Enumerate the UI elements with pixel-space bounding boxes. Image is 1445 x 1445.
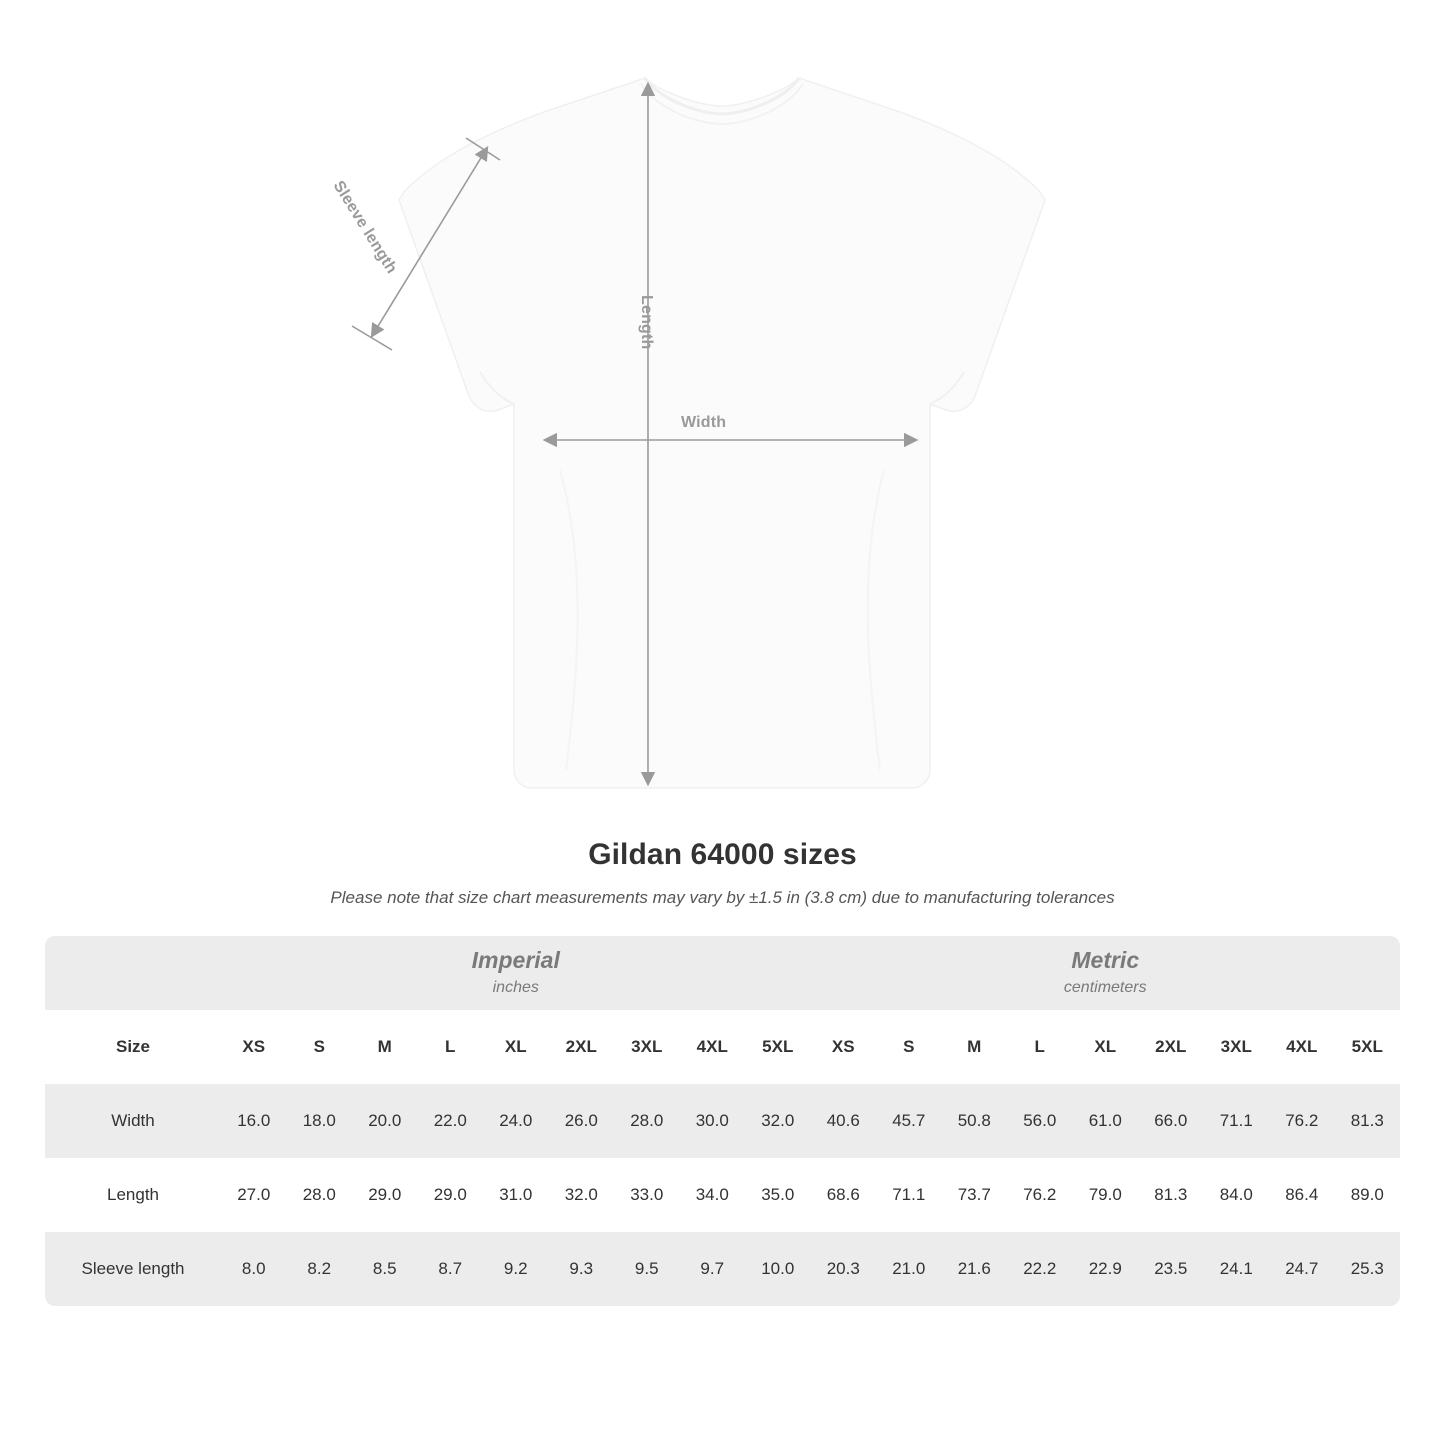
tolerance-note: Please note that size chart measurements may vary by ±1.5 in (3.8 cm) due to manufacturing tolerances <box>330 888 1115 907</box>
table-cell: 81.3 <box>1335 1084 1401 1158</box>
size-table <box>45 936 1400 1306</box>
size-table-wrapper <box>45 936 1400 1306</box>
row-label-length: Length <box>45 1158 221 1232</box>
table-cell: 8.0 <box>221 1232 287 1306</box>
table-cell: 71.1 <box>876 1158 942 1232</box>
row-label-sleeve-length: Sleeve length <box>45 1232 221 1306</box>
table-cell: 86.4 <box>1269 1158 1335 1232</box>
table-cell: 76.2 <box>1269 1084 1335 1158</box>
table-cell: 16.0 <box>221 1084 287 1158</box>
table-cell: 33.0 <box>614 1158 680 1232</box>
column-header-cell: 5XL <box>745 1010 811 1084</box>
column-header-size: Size <box>45 1010 221 1084</box>
table-row <box>45 1232 1400 1306</box>
table-cell: 26.0 <box>549 1084 615 1158</box>
table-cell: 32.0 <box>745 1084 811 1158</box>
table-cell: 84.0 <box>1204 1158 1270 1232</box>
column-header-cell: S <box>876 1010 942 1084</box>
table-cell: 71.1 <box>1204 1084 1270 1158</box>
table-cell: 10.0 <box>745 1232 811 1306</box>
column-header-cell: L <box>1007 1010 1073 1084</box>
column-header-cell: M <box>352 1010 418 1084</box>
table-unit-header-row <box>45 936 1400 1010</box>
unit-name-imperial: Imperial <box>471 946 560 973</box>
table-cell: 24.1 <box>1204 1232 1270 1306</box>
column-header-cell: 4XL <box>1269 1010 1335 1084</box>
table-row <box>45 1158 1400 1232</box>
column-header-cell: XS <box>221 1010 287 1084</box>
column-header-cell: 2XL <box>1138 1010 1204 1084</box>
table-cell: 35.0 <box>745 1158 811 1232</box>
unit-header-imperial <box>221 936 811 1010</box>
unit-sub-imperial: inches <box>492 978 539 996</box>
table-cell: 73.7 <box>942 1158 1008 1232</box>
column-header-cell: S <box>287 1010 353 1084</box>
row-label-width: Width <box>45 1084 221 1158</box>
table-cell: 29.0 <box>418 1158 484 1232</box>
table-cell: 8.5 <box>352 1232 418 1306</box>
table-cell: 25.3 <box>1335 1232 1401 1306</box>
table-row <box>45 1084 1400 1158</box>
table-cell: 40.6 <box>811 1084 877 1158</box>
table-cell: 79.0 <box>1073 1158 1139 1232</box>
table-cell: 31.0 <box>483 1158 549 1232</box>
table-cell: 20.0 <box>352 1084 418 1158</box>
table-cell: 50.8 <box>942 1084 1008 1158</box>
table-cell: 24.0 <box>483 1084 549 1158</box>
table-size-header-row <box>45 1010 1400 1084</box>
table-cell: 9.7 <box>680 1232 746 1306</box>
table-cell: 61.0 <box>1073 1084 1139 1158</box>
table-cell: 29.0 <box>352 1158 418 1232</box>
table-cell: 34.0 <box>680 1158 746 1232</box>
table-cell: 76.2 <box>1007 1158 1073 1232</box>
length-label: Length <box>638 295 655 350</box>
column-header-cell: 2XL <box>549 1010 615 1084</box>
table-cell: 22.2 <box>1007 1232 1073 1306</box>
table-cell: 21.6 <box>942 1232 1008 1306</box>
table-cell: 56.0 <box>1007 1084 1073 1158</box>
table-cell: 9.5 <box>614 1232 680 1306</box>
column-header-cell: XL <box>1073 1010 1139 1084</box>
table-cell: 32.0 <box>549 1158 615 1232</box>
table-cell: 30.0 <box>680 1084 746 1158</box>
table-cell: 81.3 <box>1138 1158 1204 1232</box>
column-header-cell: L <box>418 1010 484 1084</box>
table-cell: 9.2 <box>483 1232 549 1306</box>
table-cell: 89.0 <box>1335 1158 1401 1232</box>
table-cell: 8.2 <box>287 1232 353 1306</box>
column-header-cell: 3XL <box>614 1010 680 1084</box>
column-header-cell: 4XL <box>680 1010 746 1084</box>
table-cell: 28.0 <box>614 1084 680 1158</box>
sleeve-length-label: Sleeve length <box>329 178 401 277</box>
table-cell: 45.7 <box>876 1084 942 1158</box>
column-header-cell: XL <box>483 1010 549 1084</box>
unit-sub-metric: centimeters <box>1063 978 1147 996</box>
column-header-cell: XS <box>811 1010 877 1084</box>
table-cell: 20.3 <box>811 1232 877 1306</box>
title-block <box>0 838 1445 908</box>
table-cell: 8.7 <box>418 1232 484 1306</box>
column-header-cell: 5XL <box>1335 1010 1401 1084</box>
table-cell: 22.0 <box>418 1084 484 1158</box>
column-header-cell: M <box>942 1010 1008 1084</box>
table-cell: 21.0 <box>876 1232 942 1306</box>
column-header-cell: 3XL <box>1204 1010 1270 1084</box>
table-cell: 18.0 <box>287 1084 353 1158</box>
table-cell: 66.0 <box>1138 1084 1204 1158</box>
table-cell: 23.5 <box>1138 1232 1204 1306</box>
table-cell: 27.0 <box>221 1158 287 1232</box>
width-label: Width <box>681 414 727 431</box>
table-cell: 28.0 <box>287 1158 353 1232</box>
table-cell: 68.6 <box>811 1158 877 1232</box>
unit-name-metric: Metric <box>1071 946 1140 973</box>
unit-header-spacer <box>45 936 221 1010</box>
table-cell: 22.9 <box>1073 1232 1139 1306</box>
page-title: Gildan 64000 sizes <box>588 838 857 871</box>
table-cell: 24.7 <box>1269 1232 1335 1306</box>
unit-header-metric <box>811 936 1401 1010</box>
table-cell: 9.3 <box>549 1232 615 1306</box>
